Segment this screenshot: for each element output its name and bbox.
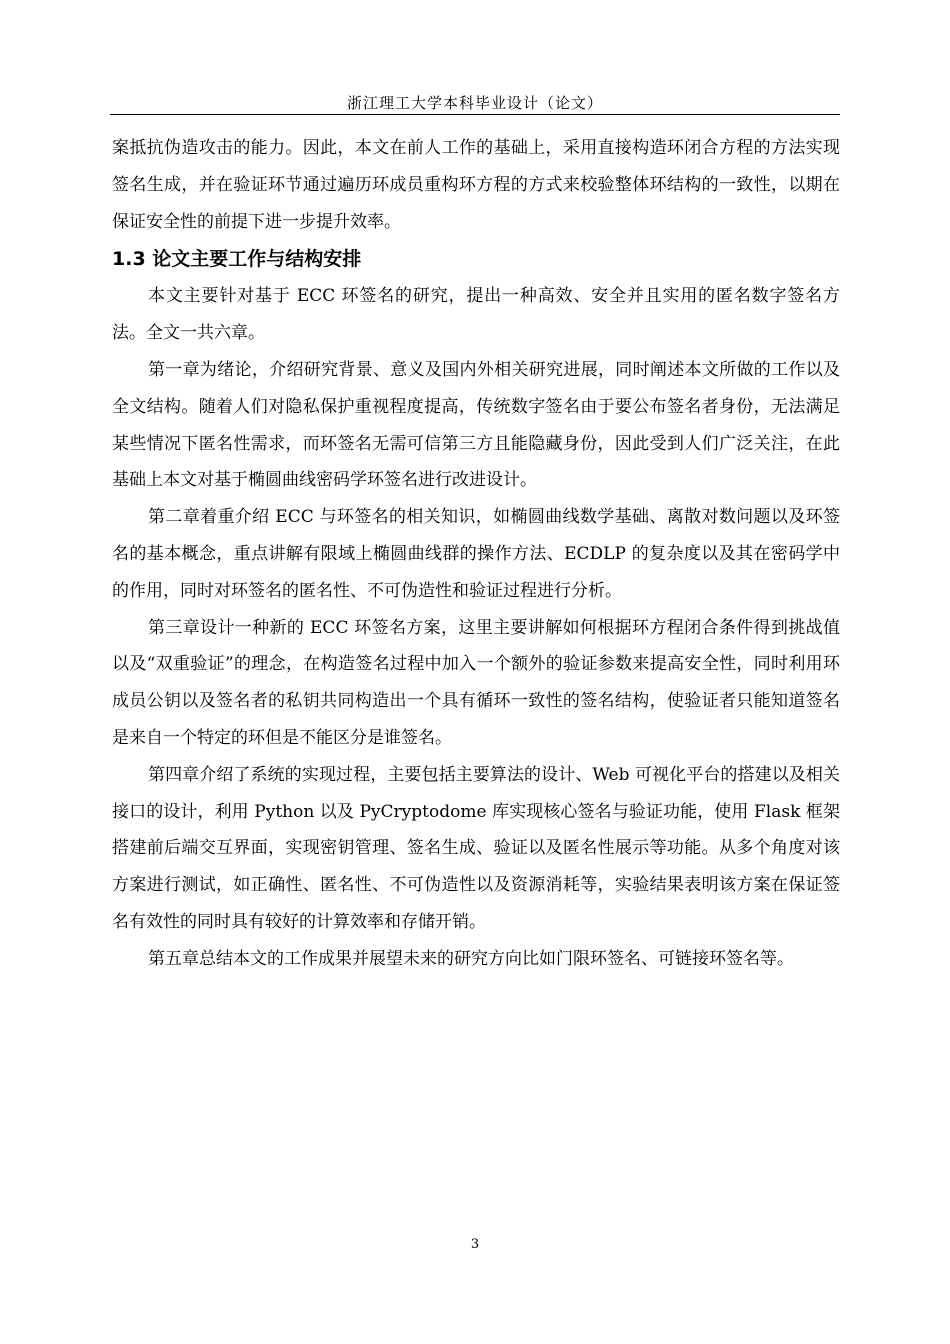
paragraph-chapter-3: 第三章设计一种新的 ECC 环签名方案，这里主要讲解如何根据环方程闭合条件得到挑战值以及“双重验证”的理念，在构造签名过程中加入一个额外的验证参数来提高安全性，同时利用环成员公钥以及签名者的私钥共同构造出一个具有循环一致性的签名结构，使验证者只能知道签名是来自一个特定的环但是不能区分是谁签名。 (112, 617, 840, 748)
paragraph-overview: 本文主要针对基于 ECC 环签名的研究，提出一种高效、安全并且实用的匿名数字签名方法。全文一共六章。 (112, 286, 840, 344)
section-heading: 1.3 论文主要工作与结构安排 (112, 248, 362, 271)
paragraph-chapter-2: 第二章着重介绍 ECC 与环签名的相关知识，如椭圆曲线数学基础、离散对数问题以及环签名的基本概念，重点讲解有限域上椭圆曲线群的操作方法、ECDLP 的复杂度以及其在密码学中的作用，同时对环签名的匿名性、不可伪造性和验证过程进行分析。 (112, 507, 840, 601)
page-body (112, 130, 840, 978)
header-rule (110, 114, 840, 115)
paragraph-chapter-5: 第五章总结本文的工作成果并展望未来的研究方向比如门限环签名、可链接环签名等。 (148, 948, 794, 969)
continued-paragraph: 案抵抗伪造攻击的能力。因此，本文在前人工作的基础上，采用直接构造环闭合方程的方法实现签名生成，并在验证环节通过遍历环成员重构环方程的方式来校验整体环结构的一致性，以期在保证安全性的前提下进一步提升效率。 (112, 138, 840, 232)
paragraph-chapter-1: 第一章为绪论，介绍研究背景、意义及国内外相关研究进展，同时阐述本文所做的工作以及全文结构。随着人们对隐私保护重视程度提高，传统数字签名由于要公布签名者身份，无法满足某些情况下匿名性需求，而环签名无需可信第三方且能隐藏身份，因此受到人们广泛关注，在此基础上本文对基于椭圆曲线密码学环签名进行改进设计。 (112, 359, 840, 491)
page-number: 3 (470, 1237, 480, 1252)
running-header: 浙江理工大学本科毕业设计（论文） (346, 94, 603, 112)
paragraph-chapter-4: 第四章介绍了系统的实现过程，主要包括主要算法的设计、Web 可视化平台的搭建以及相关接口的设计，利用 Python 以及 PyCryptodome 库实现核心签名与验证功能，使用 Flask 框架搭建前后端交互界面，实现密钥管理、签名生成、验证以及匿名性展示等功能。从多个角度对该方案进行测试，如正确性、匿名性、不可伪造性以及资源消耗等，实验结果表明该方案在保证签名有效性的同时具有较好的计算效率和存储开销。 (112, 764, 840, 932)
